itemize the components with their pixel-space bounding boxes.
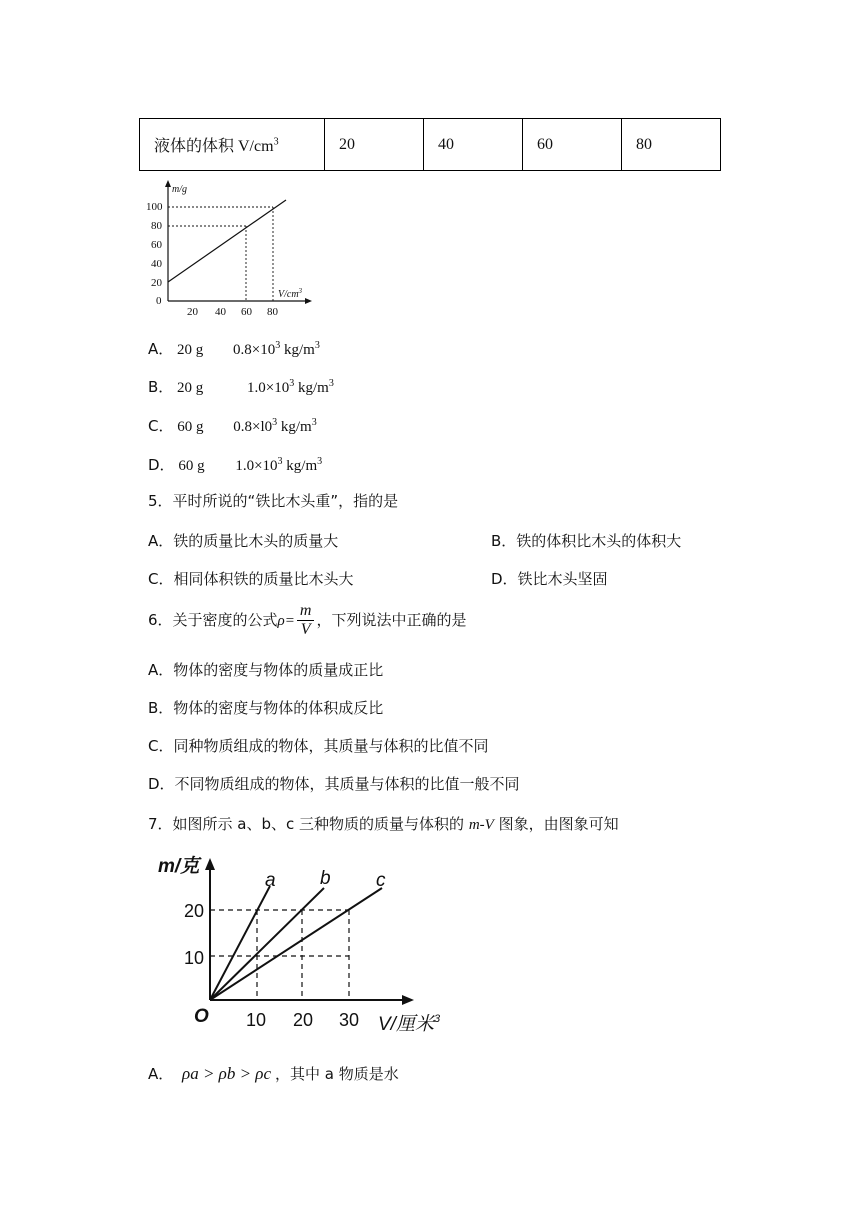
- q5-option-a[interactable]: A．铁的质量比木头的质量大: [148, 532, 339, 550]
- line-c: [210, 888, 382, 1000]
- graph2-ylabel: m/克: [158, 856, 200, 877]
- q5-stem: 5．平时所说的“铁比木头重”，指的是: [148, 492, 399, 510]
- q7-stem: 7．如图所示 a、b、c 三种物质的质量与体积的 m-V 图象，由图象可知: [148, 815, 619, 833]
- q5-option-c[interactable]: C．相同体积铁的质量比木头大: [148, 570, 354, 588]
- q4-option-c[interactable]: C． 60 g $0.8\times l0^3$ $kg/m^3$: [148, 417, 317, 435]
- q6-option-a[interactable]: A．物体的密度与物体的质量成正比: [148, 661, 384, 679]
- q6-option-d[interactable]: D．不同物质组成的物体，其质量与体积的比值一般不同: [148, 775, 520, 793]
- graph1-xtick: 60: [241, 306, 252, 318]
- graph1-xtick: 40: [215, 306, 226, 318]
- density-comparison: ρa > ρb > ρc: [182, 1064, 272, 1083]
- graph1-ytick: 80: [151, 220, 162, 232]
- abc-mass-volume-graph: [150, 848, 460, 1036]
- table-cell: 40: [424, 119, 523, 171]
- table-cell: 20: [325, 119, 424, 171]
- table-cell: 80: [622, 119, 721, 171]
- mass-volume-graph: [140, 178, 340, 320]
- graph1-data-line: [168, 200, 286, 282]
- graph1-xtick: 20: [187, 306, 198, 318]
- q7-option-a[interactable]: A． ρa > ρb > ρc ，其中 a 物质是水: [148, 1064, 399, 1083]
- line-b: [210, 888, 324, 1000]
- graph1-ytick: 0: [156, 295, 162, 307]
- graph1-ytick: 100: [146, 201, 163, 213]
- line-a-label: a: [265, 870, 276, 891]
- graph1-ylabel: m/g: [172, 184, 187, 195]
- q4-option-b[interactable]: B． 20 g $1.0\times 10^3$ $kg/m^3$: [148, 378, 334, 396]
- table-row: [140, 119, 721, 171]
- q5-option-d[interactable]: D．铁比木头坚固: [491, 570, 608, 588]
- graph2-origin: O: [194, 1006, 209, 1027]
- density-formula-fraction: $\frac{m}{V}$: [297, 602, 315, 639]
- table-cell: 60: [523, 119, 622, 171]
- graph1-ytick: 60: [151, 239, 162, 251]
- line-c-label: c: [376, 870, 386, 891]
- volume-table: [139, 118, 721, 171]
- graph1-ytick: 40: [151, 258, 162, 270]
- q4-option-d[interactable]: D． 60 g $1.0\times 10^3$ $kg/m^3$: [148, 456, 323, 474]
- line-b-label: b: [320, 868, 331, 889]
- q5-option-b[interactable]: B．铁的体积比木头的体积大: [491, 532, 682, 550]
- graph2-xlabel: V/厘米$^3$: [378, 1013, 441, 1035]
- graph2-xtick: 10: [246, 1010, 267, 1030]
- graph1-xtick: 80: [267, 306, 278, 318]
- graph2-ytick: 20: [184, 901, 205, 921]
- line-a: [210, 886, 270, 1000]
- graph2-ytick: 10: [184, 948, 205, 968]
- graph2-xtick: 20: [293, 1010, 314, 1030]
- q4-option-a[interactable]: A． 20 g $0.8\times 10^3$ $kg/m^3$: [148, 340, 320, 358]
- graph1-ytick: 20: [151, 277, 162, 289]
- graph2-xtick: 30: [339, 1010, 360, 1030]
- rho-symbol: ρ=: [277, 613, 295, 629]
- q6-stem: 6．关于密度的公式ρ= $\frac{m}{V}$ ，下列说法中正确的是: [148, 602, 467, 638]
- q6-option-b[interactable]: B．物体的密度与物体的体积成反比: [148, 699, 384, 717]
- graph1-xlabel: $V/cm^3$: [278, 287, 303, 300]
- table-header-cell: 液体的体积 $V/cm^3$: [140, 119, 325, 171]
- q6-option-c[interactable]: C．同种物质组成的物体，其质量与体积的比值不同: [148, 737, 489, 755]
